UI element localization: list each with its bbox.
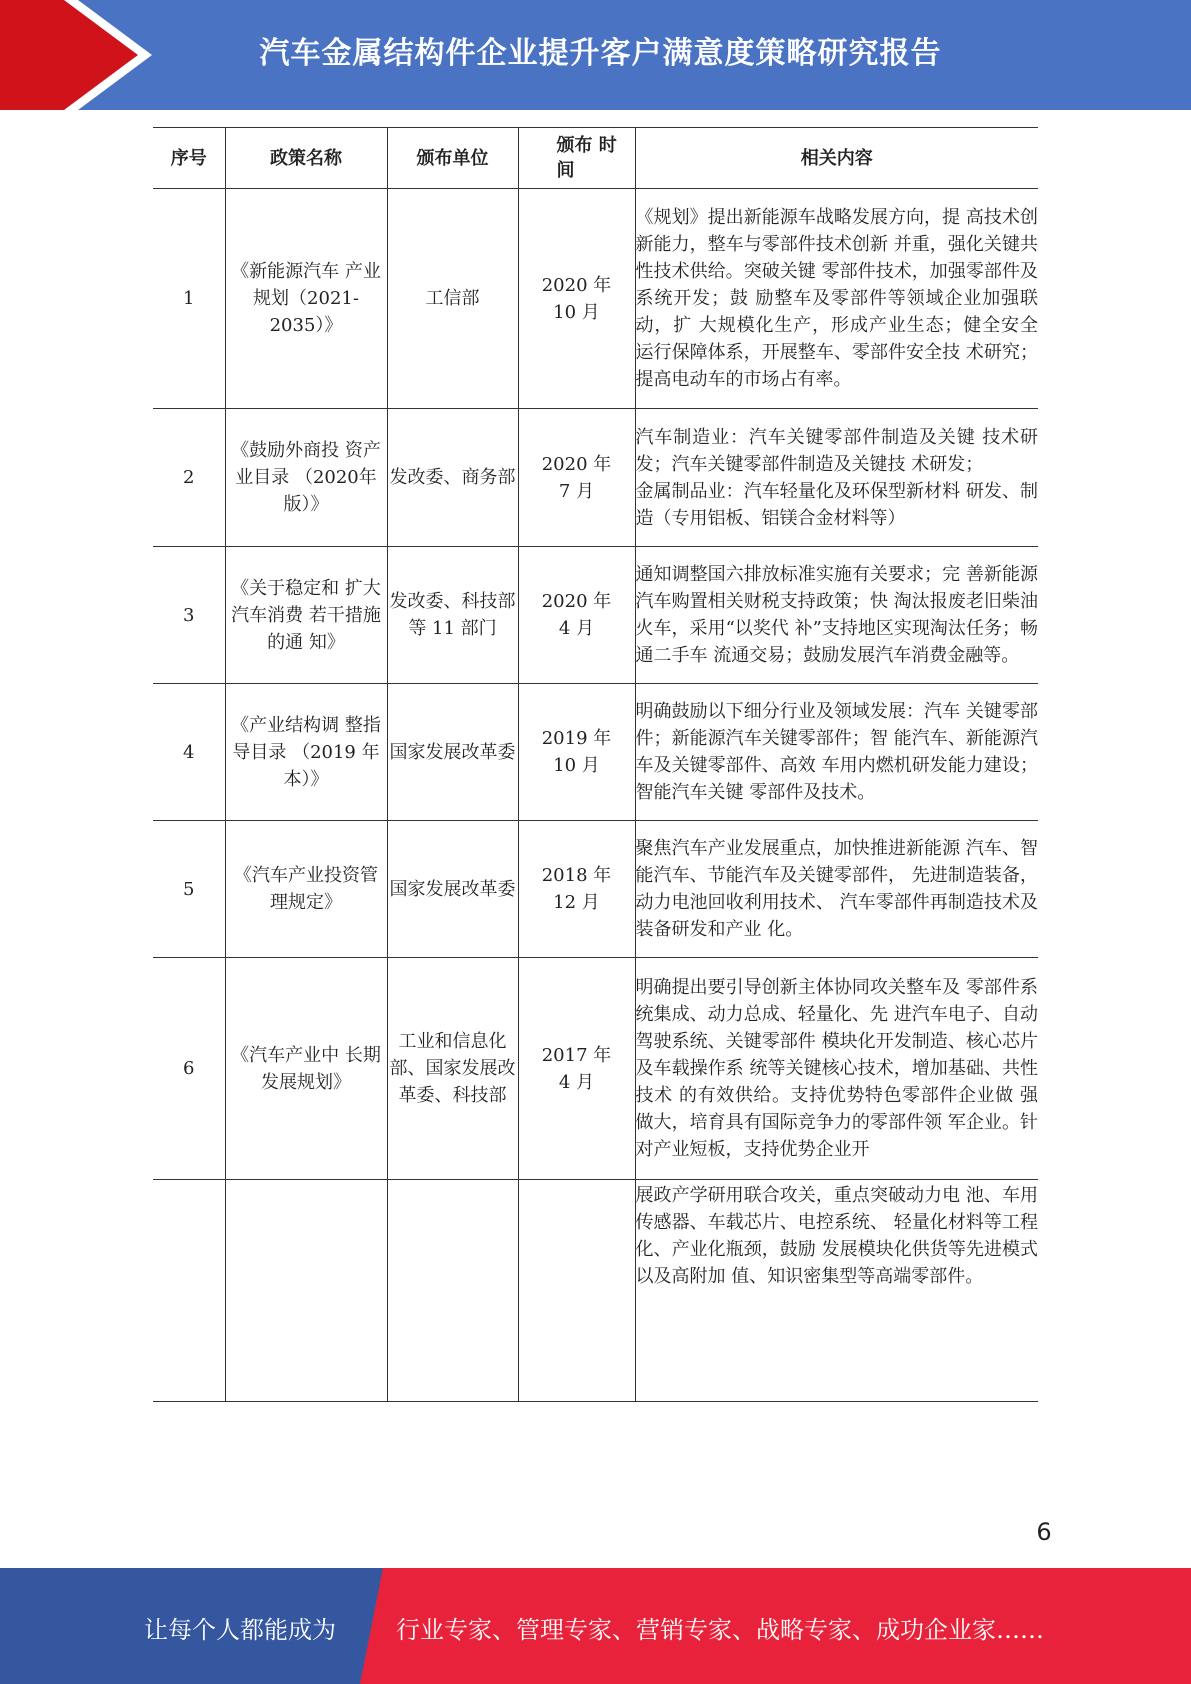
- col-header-date: 颁布 时间: [518, 128, 635, 189]
- row-no: 6: [153, 958, 225, 1180]
- row-policy-name: 《汽车产业投资管理规定》: [225, 821, 387, 958]
- row-date-year: 2020 年: [541, 453, 612, 475]
- table-row: [153, 409, 1038, 547]
- table-row: [153, 547, 1038, 684]
- row-date-year: 2020 年: [541, 591, 612, 612]
- row-issuer: 工信部: [387, 189, 518, 409]
- footer-slogan-right: 行业专家、管理专家、营销专家、战略专家、成功企业家……: [396, 1616, 1044, 1644]
- row-no: 3: [153, 547, 225, 684]
- row-date-month: 10 月: [553, 755, 600, 776]
- row-issuer: 发改委、商务部: [387, 409, 518, 547]
- row-date-month: 12 月: [553, 892, 600, 913]
- row-issuer: 国家发展改革委: [387, 684, 518, 821]
- table-header-row: [153, 128, 1038, 189]
- row-date-month: 4 月: [558, 618, 595, 639]
- col-header-issuer: 颁布单位: [387, 128, 518, 189]
- row-issuer: 国家发展改革委: [387, 821, 518, 958]
- table-row: [153, 1180, 1038, 1402]
- row-content: 明确鼓励以下细分行业及领域发展：汽车 关键零部件；新能源汽车关键零部件；智 能汽车、新能源汽车及关键零部件、高效 车用内燃机研发能力建设；智能汽车关键 零部件及技术。: [635, 684, 1038, 821]
- row-content: 展政产学研用联合攻关，重点突破动力电 池、车用传感器、车载芯片、电控系统、 轻量化材料等工程化、产业化瓶颈，鼓励 发展模块化供货等先进模式以及高附加 值、知识密集型等高端零部件。: [635, 1180, 1038, 1402]
- footer-slogan-left: 让每个人都能成为: [144, 1616, 336, 1644]
- row-date-month: 10 月: [553, 301, 600, 323]
- row-content: 汽车制造业：汽车关键零部件制造及关键 技术研发；汽车关键零部件制造及关键技 术研发； 金属制品业：汽车轻量化及环保型新材料 研发、制造（专用铝板、铝镁合金材料等）: [635, 409, 1038, 547]
- row-date: [518, 821, 635, 958]
- row-date: [518, 1180, 635, 1402]
- row-date: [518, 189, 635, 409]
- row-date-month: 7 月: [558, 480, 595, 502]
- row-no: 4: [153, 684, 225, 821]
- row-date-year: 2019 年: [541, 728, 612, 749]
- row-policy-name: [225, 1180, 387, 1402]
- table-row: [153, 684, 1038, 821]
- row-issuer: 工业和信息化部、国家发展改革委、科技部: [387, 958, 518, 1180]
- col-header-name: 政策名称: [225, 128, 387, 189]
- table-row: [153, 821, 1038, 958]
- row-date-year: 2018 年: [541, 865, 612, 886]
- row-date-year: 2017 年: [541, 1044, 612, 1066]
- table-row: [153, 958, 1038, 1180]
- row-date-month: 4 月: [558, 1071, 595, 1093]
- col-header-content: 相关内容: [635, 128, 1038, 189]
- row-content: 《规划》提出新能源车战略发展方向，提 高技术创新能力，整车与零部件技术创新 并重，强化关键共性技术供给。突破关键 零部件技术，加强零部件及系统开发；鼓 励整车及零部件等领域企业加强联动，扩 大规模化生产，形成产业生态；健全安全 运行保障体系，开展整车、零部件安全技 术研究；提高电动车的市场占有率。: [635, 189, 1038, 409]
- row-policy-name: 《汽车产业中 长期发展规划》: [225, 958, 387, 1180]
- policy-table: [153, 127, 1038, 1402]
- page-header: [0, 0, 1191, 110]
- table-row: [153, 189, 1038, 409]
- row-no: 2: [153, 409, 225, 547]
- row-no: [153, 1180, 225, 1402]
- row-policy-name: 《新能源汽车 产业规划（2021-2035）》: [225, 189, 387, 409]
- row-policy-name: 《产业结构调 整指导目录 （2019 年本）》: [225, 684, 387, 821]
- row-policy-name: 《关于稳定和 扩大汽车消费 若干措施的通 知》: [225, 547, 387, 684]
- row-issuer: [387, 1180, 518, 1402]
- row-policy-name: 《鼓励外商投 资产业目录 （2020年版）》: [225, 409, 387, 547]
- row-content: 明确提出要引导创新主体协同攻关整车及 零部件系统集成、动力总成、轻量化、先 进汽车电子、自动驾驶系统、关键零部件 模块化开发制造、核心芯片及车载操作系 统等关键核心技术，增加基础、共性技术 的有效供给。支持优势特色零部件企业做 强做大，培育具有国际竞争力的零部件领 军企业。针对产业短板，支持优势企业开: [635, 958, 1038, 1180]
- row-date: [518, 547, 635, 684]
- row-date: [518, 684, 635, 821]
- row-content: 聚焦汽车产业发展重点，加快推进新能源 汽车、智能汽车、节能汽车及关键零部件， 先进制造装备，动力电池回收利用技术、 汽车零部件再制造技术及装备研发和产业 化。: [635, 821, 1038, 958]
- row-issuer: 发改委、科技部等 11 部门: [387, 547, 518, 684]
- row-date: [518, 409, 635, 547]
- report-title: 汽车金属结构件企业提升客户满意度策略研究报告: [259, 36, 942, 71]
- row-no: 5: [153, 821, 225, 958]
- col-header-no: 序号: [153, 128, 225, 189]
- page-number: 6: [1036, 1518, 1052, 1546]
- row-no: 1: [153, 189, 225, 409]
- row-date-year: 2020 年: [541, 274, 612, 296]
- row-date: [518, 958, 635, 1180]
- row-content: 通知调整国六排放标准实施有关要求；完 善新能源汽车购置相关财税支持政策；快 淘汰报废老旧柴油火车，采用“以奖代 补”支持地区实现淘汰任务；畅通二手车 流通交易；鼓励发展汽车消费金融等。: [635, 547, 1038, 684]
